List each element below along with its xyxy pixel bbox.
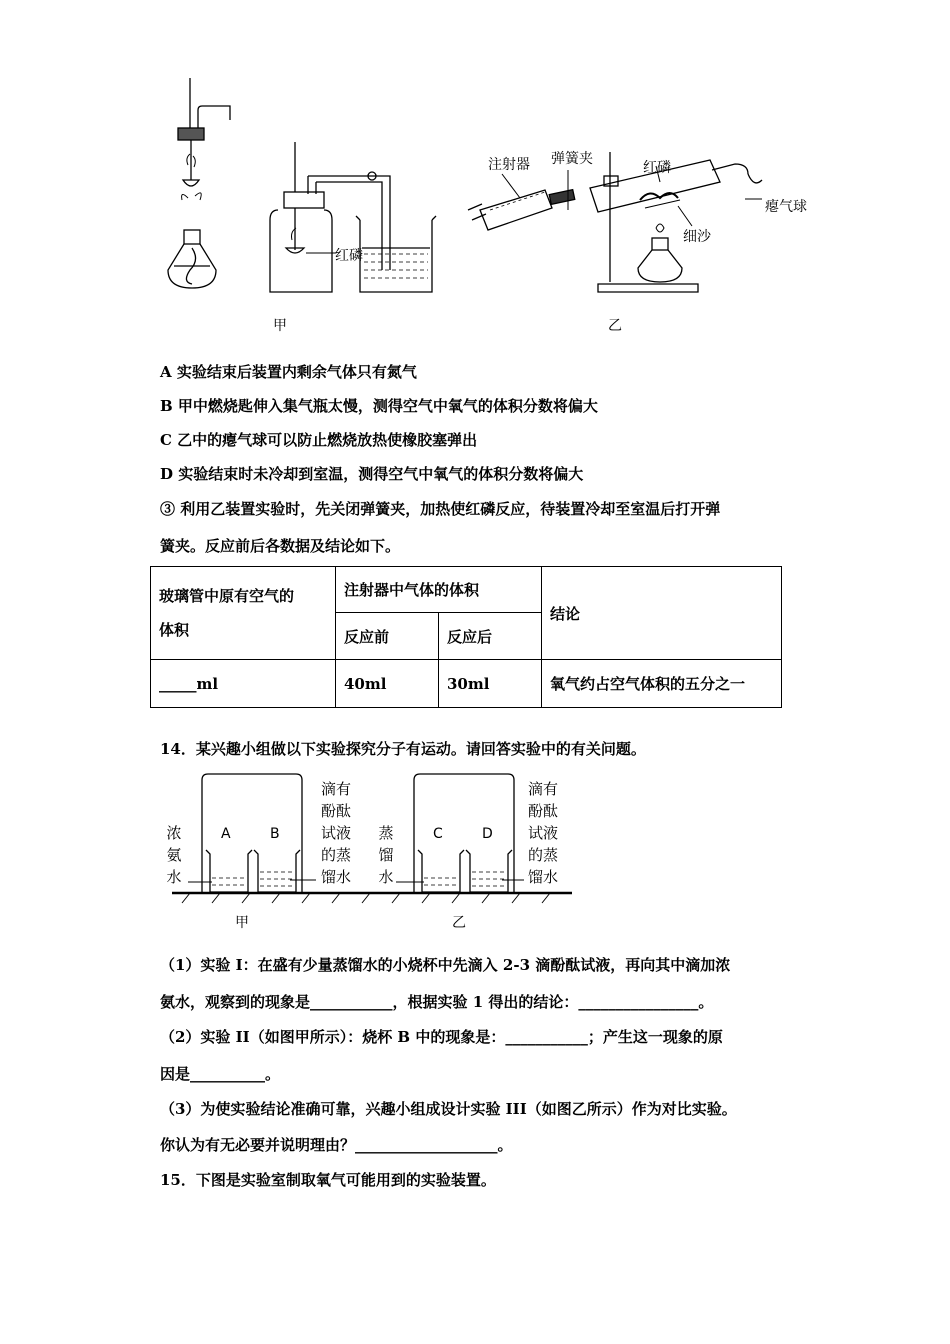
q14-part2-line2: 因是__________。 xyxy=(160,1065,281,1083)
q14-part3-line1: （3）为使实验结论准确可靠，兴趣小组成设计实验 III（如图乙所示）作为对比实验。 xyxy=(160,1100,737,1118)
label-phenol-water-1: 滴有酚酞试液的蒸馏水 xyxy=(320,780,351,886)
q15-title: 15．下图是实验室制取氧气可能用到的实验装置。 xyxy=(160,1171,496,1189)
label-fine-sand: 细沙 xyxy=(683,229,711,245)
beaker-label-c: C xyxy=(433,826,443,842)
label-balloon: 瘪气球 xyxy=(765,199,807,215)
subheader-before: 反应前 xyxy=(336,613,439,660)
subheader-after: 反应后 xyxy=(439,613,542,660)
q14-part2-line1: （2）实验 II（如图甲所示）：烧杯 B 中的现象是：___________；产生这一现象的原 xyxy=(160,1028,723,1046)
label-red-phosphorus-jia: 红磷 xyxy=(335,248,363,264)
figure-apparatus-jia-yi xyxy=(150,70,830,340)
option-a: A 实验结束后装置内剩余气体只有氮气 xyxy=(160,363,417,381)
label-syringe: 注射器 xyxy=(488,157,530,173)
q14-part1-line1: （1）实验 I：在盛有少量蒸馏水的小烧杯中先滴入 2-3 滴酚酞试液，再向其中滴加浓 xyxy=(160,956,731,974)
beaker-label-b: B xyxy=(270,826,280,842)
label-red-phosphorus-yi: 红磷 xyxy=(643,160,671,176)
paragraph-3-line-2: 簧夹。反应前后各数据及结论如下。 xyxy=(160,537,401,555)
label-yi: 乙 xyxy=(608,318,622,334)
option-b: B 甲中燃烧匙伸入集气瓶太慢，测得空气中氧气的体积分数将偏大 xyxy=(160,397,598,415)
beaker-label-d: D xyxy=(482,826,493,842)
paragraph-3-line-1: ③ 利用乙装置实验时，先关闭弹簧夹，加热使红磷反应，待装置冷却至室温后打开弹 xyxy=(160,500,721,518)
header-syringe-volume: 注射器中气体的体积 xyxy=(336,567,542,613)
cell-air-volume-blank: _____ml xyxy=(151,660,336,708)
cell-before-value: 40ml xyxy=(336,660,439,708)
label-phenol-water-2: 滴有酚酞试液的蒸馏水 xyxy=(527,780,558,886)
label-jia: 甲 xyxy=(273,318,287,334)
option-c: C 乙中的瘪气球可以防止燃烧放热使橡胶塞弹出 xyxy=(160,431,478,449)
label-distilled-water: 蒸馏水 xyxy=(378,824,394,886)
beaker-label-a: A xyxy=(221,826,231,842)
fig14-label-jia: 甲 xyxy=(235,915,249,931)
header-conclusion: 结论 xyxy=(542,567,782,660)
q14-part1-line2: 氨水，观察到的现象是___________，根据实验 1 得出的结论：________________。 xyxy=(160,993,714,1011)
fig14-label-yi: 乙 xyxy=(452,915,466,931)
cell-after-value: 30ml xyxy=(439,660,542,708)
label-conc-ammonia: 浓氨水 xyxy=(166,824,182,886)
q14-title: 14．某兴趣小组做以下实验探究分子有运动。请回答实验中的有关问题。 xyxy=(160,740,646,758)
label-spring-clamp: 弹簧夹 xyxy=(551,151,593,167)
option-d: D 实验结束时未冷却到室温，测得空气中氧气的体积分数将偏大 xyxy=(160,465,584,483)
header-original-air-volume: 玻璃管中原有空气的 体积 xyxy=(151,567,336,660)
cell-conclusion-value: 氧气约占空气体积的五分之一 xyxy=(542,660,782,708)
results-table xyxy=(150,566,782,708)
q14-part3-line2: 你认为有无必要并说明理由？___________________。 xyxy=(160,1136,513,1154)
